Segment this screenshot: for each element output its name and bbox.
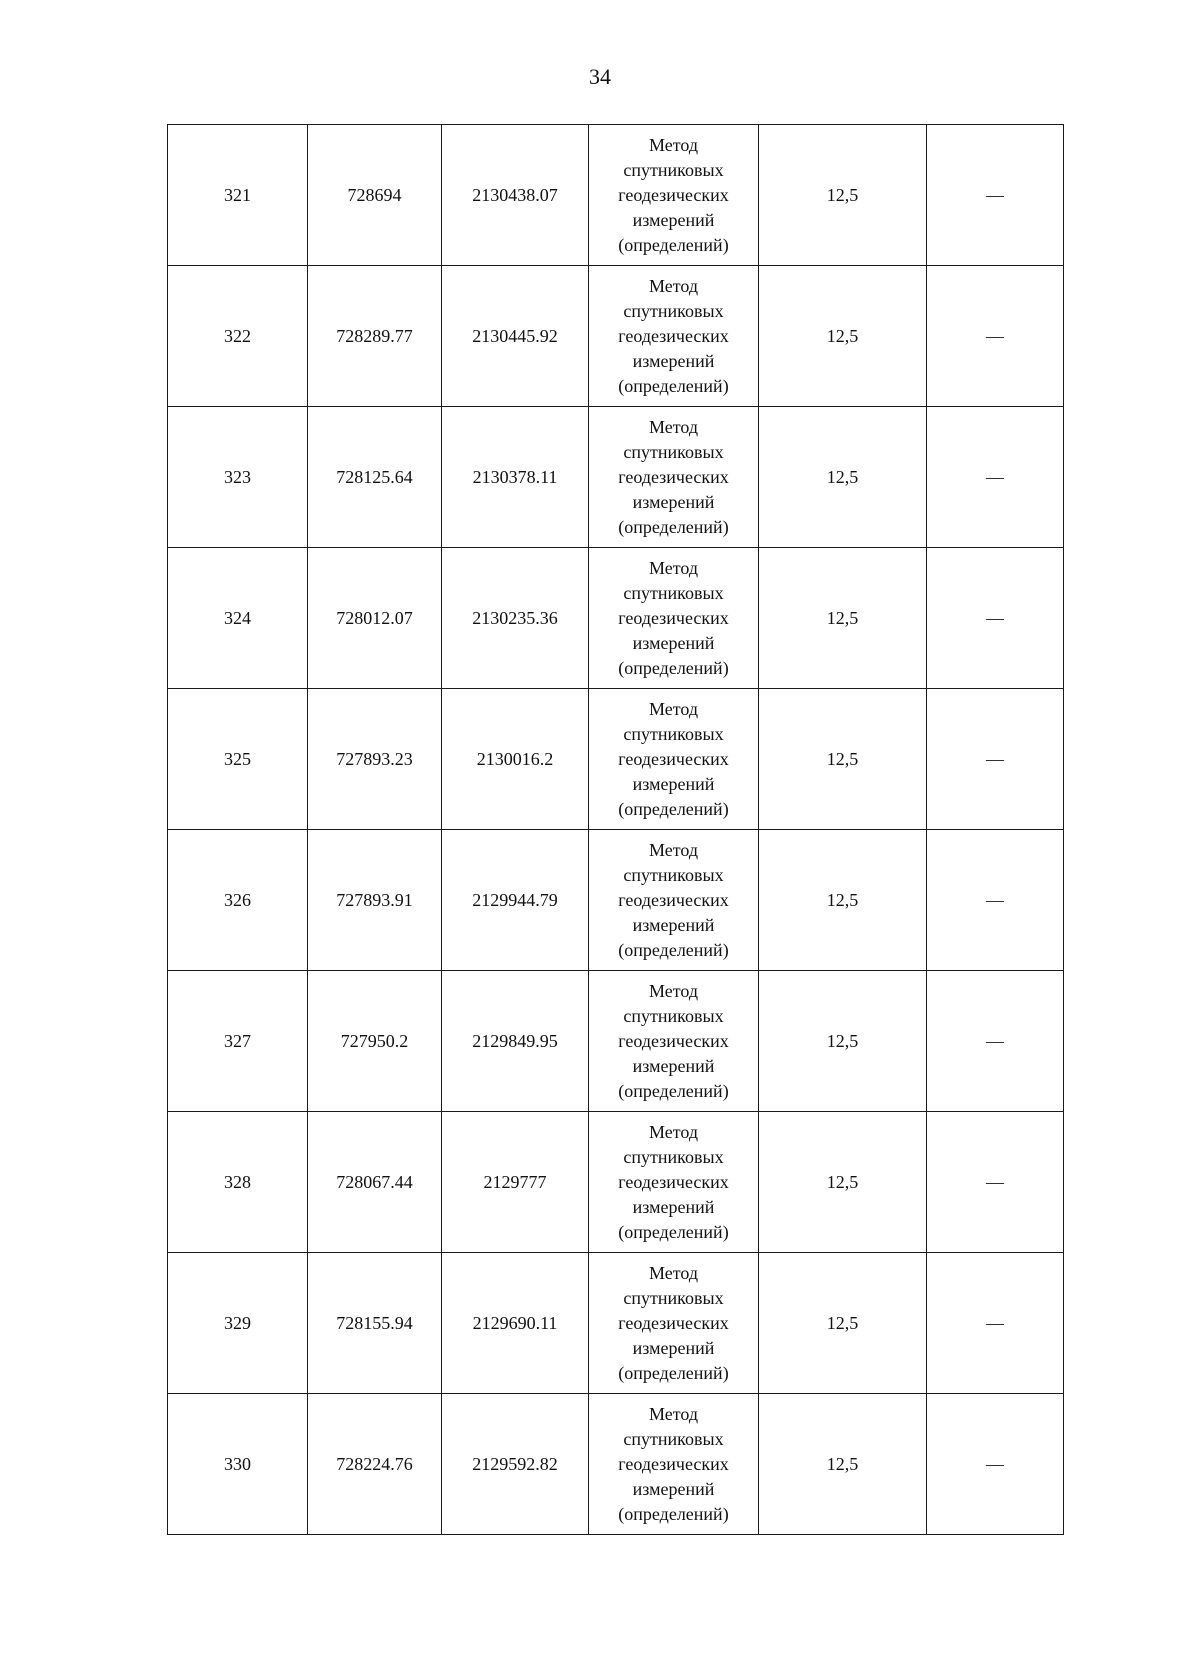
method-line: спутниковых	[623, 1146, 724, 1167]
method-line: измерений	[632, 632, 715, 653]
y-coordinate-cell: 2130016.2	[442, 689, 589, 830]
x-coordinate-cell: 727893.91	[308, 830, 442, 971]
method-cell	[589, 1394, 759, 1535]
method-line: измерений	[632, 773, 715, 794]
accuracy-cell: 12,5	[759, 689, 927, 830]
method-line: Метод	[648, 416, 699, 437]
method-line: спутниковых	[623, 300, 724, 321]
method-line: измерений	[632, 350, 715, 371]
method-cell	[589, 1112, 759, 1253]
method-line: спутниковых	[623, 723, 724, 744]
note-cell: —	[927, 1394, 1064, 1535]
method-cell	[589, 830, 759, 971]
y-coordinate-cell: 2129592.82	[442, 1394, 589, 1535]
method-line: спутниковых	[623, 1287, 724, 1308]
x-coordinate-cell: 727950.2	[308, 971, 442, 1112]
method-line: (определений)	[618, 657, 729, 678]
method-line: геодезических	[618, 1312, 729, 1333]
accuracy-cell: 12,5	[759, 1112, 927, 1253]
method-line: Метод	[648, 1262, 699, 1283]
x-coordinate-cell: 728012.07	[308, 548, 442, 689]
method-line: (определений)	[618, 234, 729, 255]
method-cell	[589, 125, 759, 266]
note-cell: —	[927, 125, 1064, 266]
method-line: (определений)	[618, 1362, 729, 1383]
page-number: 34	[589, 64, 611, 89]
method-line: Метод	[648, 980, 699, 1001]
accuracy-cell: 12,5	[759, 1253, 927, 1394]
method-line: геодезических	[618, 1171, 729, 1192]
point-number-cell: 329	[168, 1253, 308, 1394]
point-number-cell: 325	[168, 689, 308, 830]
method-line: (определений)	[618, 939, 729, 960]
method-line: измерений	[632, 1055, 715, 1076]
method-line: геодезических	[618, 466, 729, 487]
method-cell	[589, 1253, 759, 1394]
method-line: (определений)	[618, 375, 729, 396]
method-line: геодезических	[618, 1453, 729, 1474]
table-row	[168, 830, 1064, 971]
method-cell	[589, 971, 759, 1112]
method-line: геодезических	[618, 748, 729, 769]
accuracy-cell: 12,5	[759, 548, 927, 689]
accuracy-cell: 12,5	[759, 971, 927, 1112]
method-line: измерений	[632, 1196, 715, 1217]
point-number-cell: 326	[168, 830, 308, 971]
x-coordinate-cell: 728289.77	[308, 266, 442, 407]
y-coordinate-cell: 2129690.11	[442, 1253, 589, 1394]
method-line: измерений	[632, 914, 715, 935]
x-coordinate-cell: 728067.44	[308, 1112, 442, 1253]
method-cell	[589, 266, 759, 407]
method-line: Метод	[648, 698, 699, 719]
method-line: измерений	[632, 491, 715, 512]
method-line: Метод	[648, 1121, 699, 1142]
method-line: измерений	[632, 1337, 715, 1358]
method-cell	[589, 689, 759, 830]
y-coordinate-cell: 2130438.07	[442, 125, 589, 266]
y-coordinate-cell: 2129944.79	[442, 830, 589, 971]
method-line: спутниковых	[623, 1005, 724, 1026]
y-coordinate-cell: 2130445.92	[442, 266, 589, 407]
method-line: спутниковых	[623, 582, 724, 603]
note-cell: —	[927, 689, 1064, 830]
method-line: (определений)	[618, 1221, 729, 1242]
note-cell: —	[927, 1253, 1064, 1394]
accuracy-cell: 12,5	[759, 125, 927, 266]
method-line: Метод	[648, 134, 699, 155]
table-row	[168, 407, 1064, 548]
point-number-cell: 327	[168, 971, 308, 1112]
method-cell	[589, 548, 759, 689]
method-line: спутниковых	[623, 864, 724, 885]
coordinates-table-body	[168, 125, 1064, 1535]
method-line: геодезических	[618, 184, 729, 205]
method-line: измерений	[632, 1478, 715, 1499]
x-coordinate-cell: 728125.64	[308, 407, 442, 548]
y-coordinate-cell: 2129849.95	[442, 971, 589, 1112]
method-line: (определений)	[618, 516, 729, 537]
table-row	[168, 1253, 1064, 1394]
table-row	[168, 125, 1064, 266]
note-cell: —	[927, 830, 1064, 971]
y-coordinate-cell: 2130235.36	[442, 548, 589, 689]
method-line: (определений)	[618, 1080, 729, 1101]
table-row	[168, 266, 1064, 407]
x-coordinate-cell: 728155.94	[308, 1253, 442, 1394]
method-line: спутниковых	[623, 441, 724, 462]
note-cell: —	[927, 1112, 1064, 1253]
point-number-cell: 321	[168, 125, 308, 266]
note-cell: —	[927, 407, 1064, 548]
method-cell	[589, 407, 759, 548]
method-line: геодезических	[618, 325, 729, 346]
note-cell: —	[927, 266, 1064, 407]
method-line: геодезических	[618, 1030, 729, 1051]
method-line: Метод	[648, 275, 699, 296]
accuracy-cell: 12,5	[759, 830, 927, 971]
method-line: геодезических	[618, 889, 729, 910]
method-line: Метод	[648, 1403, 699, 1424]
coordinates-table	[167, 124, 1064, 1535]
table-row	[168, 689, 1064, 830]
x-coordinate-cell: 727893.23	[308, 689, 442, 830]
method-line: Метод	[648, 557, 699, 578]
point-number-cell: 322	[168, 266, 308, 407]
accuracy-cell: 12,5	[759, 407, 927, 548]
y-coordinate-cell: 2130378.11	[442, 407, 589, 548]
table-row	[168, 1112, 1064, 1253]
method-line: геодезических	[618, 607, 729, 628]
table-row	[168, 971, 1064, 1112]
note-cell: —	[927, 548, 1064, 689]
accuracy-cell: 12,5	[759, 266, 927, 407]
x-coordinate-cell: 728694	[308, 125, 442, 266]
method-line: спутниковых	[623, 1428, 724, 1449]
point-number-cell: 323	[168, 407, 308, 548]
method-line: Метод	[648, 839, 699, 860]
point-number-cell: 330	[168, 1394, 308, 1535]
note-cell: —	[927, 971, 1064, 1112]
table-row	[168, 548, 1064, 689]
method-line: спутниковых	[623, 159, 724, 180]
x-coordinate-cell: 728224.76	[308, 1394, 442, 1535]
table-row	[168, 1394, 1064, 1535]
accuracy-cell: 12,5	[759, 1394, 927, 1535]
point-number-cell: 328	[168, 1112, 308, 1253]
method-line: (определений)	[618, 798, 729, 819]
y-coordinate-cell: 2129777	[442, 1112, 589, 1253]
point-number-cell: 324	[168, 548, 308, 689]
method-line: измерений	[632, 209, 715, 230]
method-line: (определений)	[618, 1503, 729, 1524]
